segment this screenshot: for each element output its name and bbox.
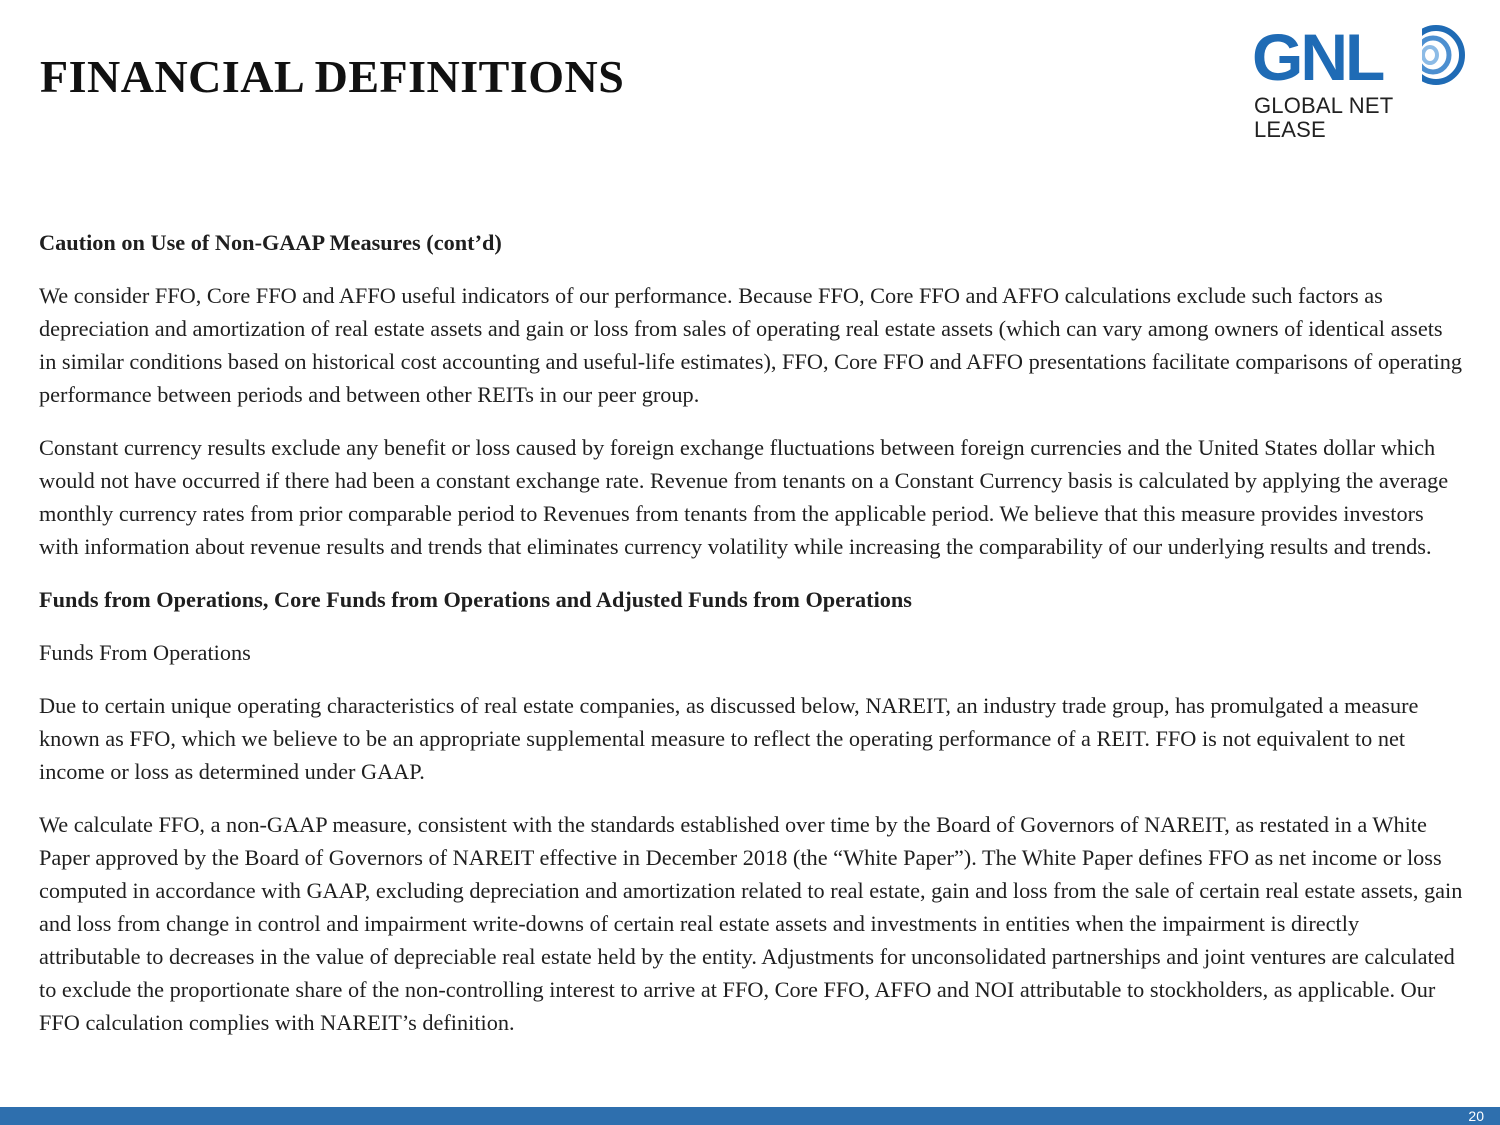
paragraph-constant-currency: Constant currency results exclude any benefit or loss caused by foreign exchange fluctuations between foreign currencies and the United States dollar which would not have occurred if there had been a constant exchange rate. Revenue from tenants on a Constant Currency basis is calculated by applying the average monthly currency rates from prior comparable period to Revenues from tenants from the applicable period. We believe that this measure provides investors with information about revenue results and trends that eliminates currency volatility while increasing the comparability of our underlying results and trends. — [39, 435, 1449, 559]
section-heading-funds: Funds from Operations, Core Funds from Operations and Adjusted Funds from Operations — [39, 587, 912, 612]
page-number: 20 — [1468, 1108, 1484, 1124]
subheading-funds-from-operations: Funds From Operations — [39, 640, 251, 665]
swirl-cut — [1402, 24, 1422, 86]
swirl-icon — [1402, 24, 1466, 86]
body-content — [39, 226, 1464, 1059]
company-logo — [1252, 20, 1466, 142]
swirl-ring-inner — [1423, 47, 1437, 63]
logo-subtitle: GLOBAL NET LEASE — [1254, 93, 1393, 142]
logo-wordmark: GNL — [1252, 20, 1383, 94]
paragraph-nareit: Due to certain unique operating characteristics of real estate companies, as discussed below, NAREIT, an industry trade group, has promulgated a measure known as FFO, which we believe to be an appropriate supplemental measure to reflect the operating performance of a REIT. FFO is not equivalent to net income or loss as determined under GAAP. — [39, 693, 1419, 784]
page-title: FINANCIAL DEFINITIONS — [40, 51, 625, 102]
section-heading-caution: Caution on Use of Non-GAAP Measures (cont’d) — [39, 230, 502, 255]
paragraph-ffo-useful: We consider FFO, Core FFO and AFFO useful indicators of our performance. Because FFO, Core FFO and AFFO calculations exclude such factors as depreciation and amortization of real estate assets and gain or loss from sales of operating real estate assets (which can vary among owners of identical assets in similar conditions based on historical cost accounting and useful-life estimates), FFO, Core FFO and AFFO presentations facilitate comparisons of operating performance between periods and between other REITs in our peer group. — [39, 283, 1463, 407]
footer-bar — [0, 1107, 1500, 1125]
paragraph-ffo-calculation: We calculate FFO, a non-GAAP measure, consistent with the standards established over time by the Board of Governors of NAREIT, as restated in a White Paper approved by the Board of Governors of NAREIT effective in December 2018 (the “White Paper”). The White Paper defines FFO as net income or loss computed in accordance with GAAP, excluding depreciation and amortization related to real estate, gain and loss from the sale of certain real estate assets, gain and loss from change in control and impairment write-downs of certain real estate assets and investments in entities when the impairment is directly attributable to decreases in the value of depreciable real estate held by the entity. Adjustments for unconsolidated partnerships and joint ventures are calculated to exclude the proportionate share of the non-controlling interest to arrive at FFO, Core FFO, AFFO and NOI attributable to stockholders, as applicable. Our FFO calculation complies with NAREIT’s definition. — [39, 812, 1463, 1035]
